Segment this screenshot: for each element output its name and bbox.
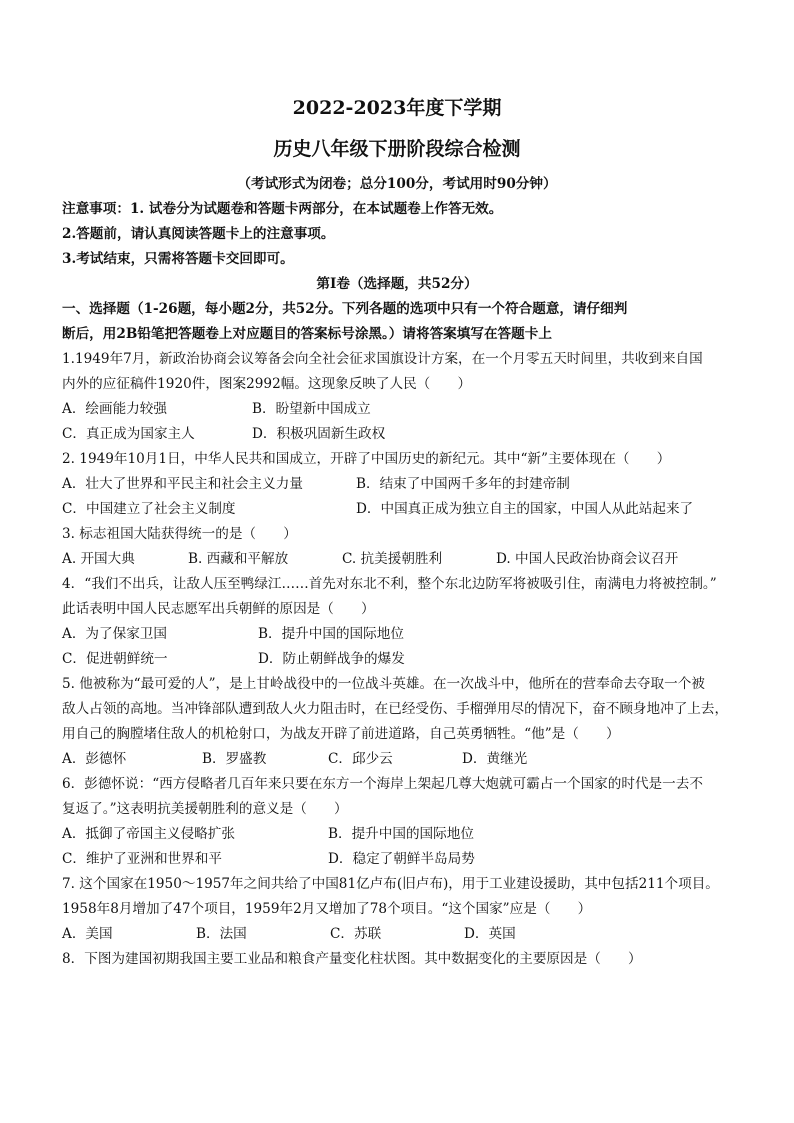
exam-subtitle: 历史八年级下册阶段综合检测 [273,138,521,160]
q1-option-b: B．盼望新中国成立 [252,401,371,417]
q1-option-d: D．积极巩固新生政权 [252,426,386,442]
section-instruction-2: 断后，用2B铅笔把答题卷上对应题目的答案标号涂黑。）请将答案填写在答题卡上 [62,326,552,342]
notice-line-2: 2.答题前，请认真阅读答题卡上的注意事项。 [62,226,335,242]
q2-option-a: A．壮大了世界和平民主和社会主义力量 [62,476,303,492]
q6-option-b: B．提升中国的国际地位 [328,826,474,842]
q6-stem-1: 6．彭德怀说：“西方侵略者几百年来只要在东方一个海岸上架起几尊大炮就可霸占一个国家的时代是一去不 [62,776,703,792]
q7-option-c: C．苏联 [330,926,382,942]
q4-option-d: D．防止朝鲜战争的爆发 [258,651,405,667]
q1-stem-2: 内外的应征稿件1920件，图案2992幅。这现象反映了人民（ ） [62,376,472,392]
q7-stem-2: 1958年8月增加了47个项目，1959年2月又增加了78个项目。“这个国家”应是（ ） [62,901,592,917]
q4-stem-2: 此话表明中国人民志愿军出兵朝鲜的原因是（ ） [62,601,375,617]
exam-format-note: （考试形式为闭卷；总分100分，考试用时90分钟） [237,176,557,192]
q1-stem-1: 1.1949年7月，新政治协商会议筹备会向全社会征求国旗设计方案，在一个月零五天时间里，共收到来自国 [62,351,703,367]
q6-stem-2: 复返了。”这表明抗美援朝胜利的意义是（ ） [62,801,348,817]
q7-stem-1: 7. 这个国家在1950～1957年之间共给了中国81亿卢布(旧卢布)，用于工业建设援助，其中包括211个项目。 [62,876,719,892]
exam-title: 2022-2023年度下学期 [292,97,502,119]
q5-option-c: C．邱少云 [328,751,393,767]
q5-option-d: D．黄继光 [462,751,528,767]
q3-option-c: C. 抗美援朝胜利 [342,551,443,567]
q2-option-b: B．结束了中国两千多年的封建帝制 [356,476,570,492]
q6-option-a: A．抵御了帝国主义侵略扩张 [62,826,235,842]
q5-option-a: A．彭德怀 [62,751,127,767]
q4-option-c: C．促进朝鲜统一 [62,651,168,667]
q2-option-c: C．中国建立了社会主义制度 [62,501,236,517]
q7-option-a: A．美国 [62,926,113,942]
q1-option-c: C．真正成为国家主人 [62,426,195,442]
q6-option-c: C．维护了亚洲和世界和平 [62,851,222,867]
q3-option-d: D. 中国人民政治协商会议召开 [496,551,679,567]
q5-stem-3: 用自己的胸膛堵住敌人的机枪射口，为战友开辟了前进道路，自己英勇牺牲。“他”是（ ） [62,726,620,742]
q2-option-d: D．中国真正成为独立自主的国家，中国人从此站起来了 [356,501,694,517]
q6-option-d: D．稳定了朝鲜半岛局势 [328,851,475,867]
q4-option-b: B．提升中国的国际地位 [258,626,404,642]
notice-line-1: 注意事项：1. 试卷分为试题卷和答题卡两部分，在本试题卷上作答无效。 [62,201,503,217]
q4-stem-1: 4．“我们不出兵，让敌人压至鸭绿江……首先对东北不利，整个东北边防军将被吸引住，南满电力将被控制。” [62,576,717,592]
q2-stem-1: 2. 1949年10月1日，中华人民共和国成立，开辟了中国历史的新纪元。其中“新”主要体现在（ ） [62,451,671,467]
q3-option-b: B. 西藏和平解放 [188,551,289,567]
section-instruction-1: 一、选择题（1-26题，每小题2分，共52分。下列各题的选项中只有一个符合题意，请仔细判 [62,301,628,317]
q8-stem-1: 8．下图为建国初期我国主要工业品和粮食产量变化柱状图。其中数据变化的主要原因是（ ） [62,951,642,967]
q7-option-d: D．英国 [464,926,516,942]
q4-option-a: A．为了保家卫国 [62,626,167,642]
notice-line-3: 3.考试结束，只需将答题卡交回即可。 [62,251,294,267]
q5-stem-1: 5. 他被称为“最可爱的人”，是上甘岭战役中的一位战斗英雄。在一次战斗中，他所在的营奉命去夺取一个被 [62,676,705,692]
q3-option-a: A. 开国大典 [62,551,135,567]
q5-option-b: B．罗盛教 [202,751,267,767]
section-heading: 第Ⅰ卷（选择题，共52分） [316,276,478,292]
q5-stem-2: 敌人占领的高地。当冲锋部队遭到敌人火力阻击时，在已经受伤、手榴弹用尽的情况下，奋不顾身地冲了上去， [62,701,729,717]
q1-option-a: A．绘画能力较强 [62,401,167,417]
q3-stem-1: 3. 标志祖国大陆获得统一的是（ ） [62,526,297,542]
q7-option-b: B．法国 [196,926,247,942]
